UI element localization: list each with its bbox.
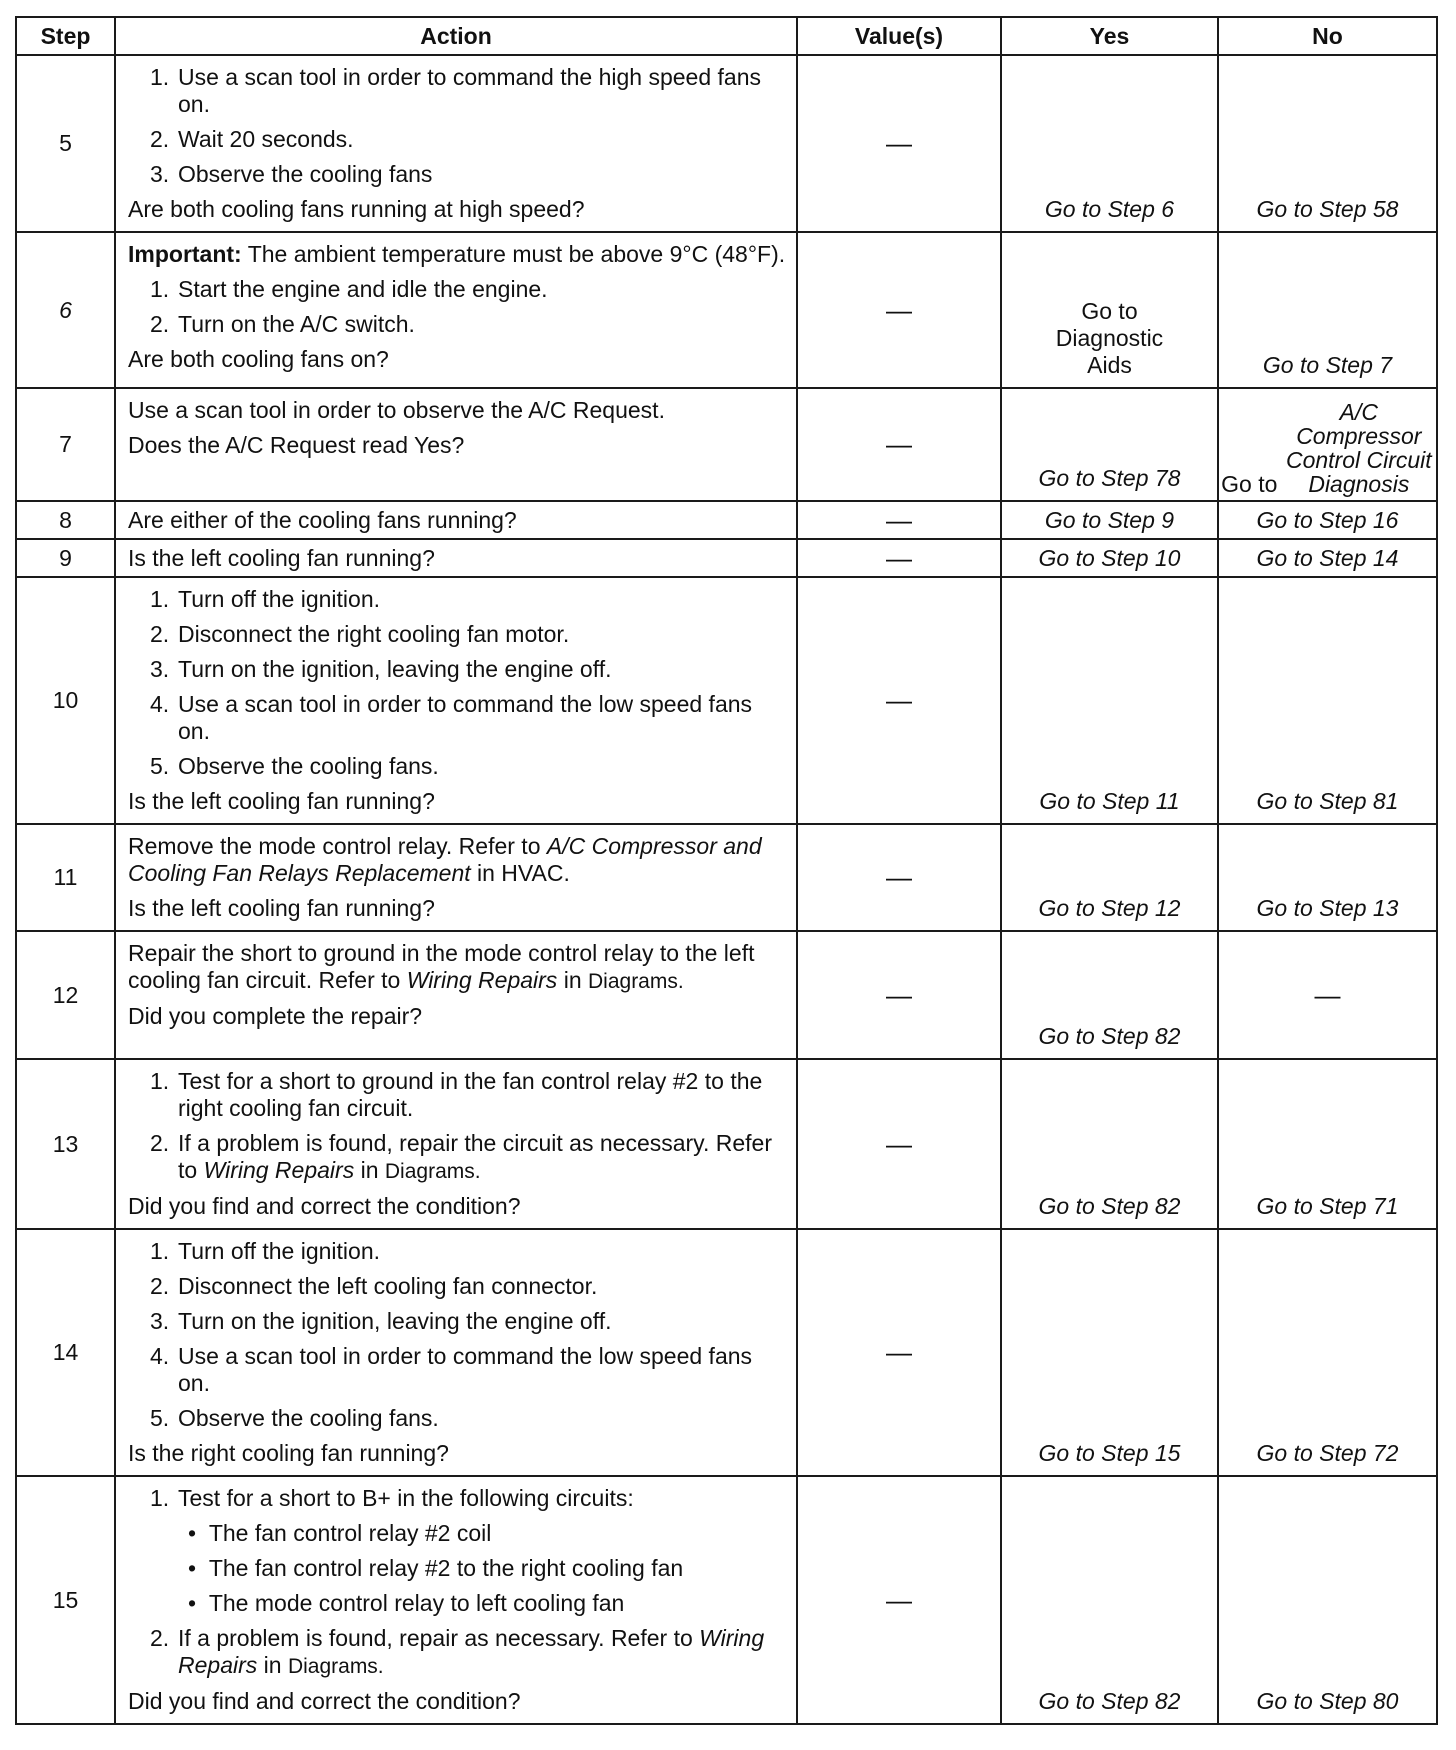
action-cell: 1. Turn off the ignition. 2. Disconnect the left cooling fan connector. 3. Turn on the ignition, leaving the engine off. 4. Use a scan tool in order to command the low speed fans on. 5. Observe the cooling fans. Is the right cooling fan running?: [115, 1229, 797, 1476]
action-question: Did you complete the repair?: [128, 1003, 423, 1029]
table-row: [16, 931, 1437, 1059]
header-step: Step: [16, 17, 115, 55]
yes-cell: Go to Step 15: [1001, 1229, 1218, 1476]
action-item: Turn on the ignition, leaving the engine off.: [178, 656, 612, 682]
action-item: Observe the cooling fans.: [178, 1405, 439, 1431]
value-cell: —: [797, 388, 1001, 501]
yes-cell: Go to Diagnostic Aids: [1001, 232, 1218, 388]
table-row: [16, 55, 1437, 232]
action-item: If a problem is found, repair the circuit as necessary. Refer to: [178, 1130, 773, 1183]
table-row: [16, 1059, 1437, 1229]
step-number: 12: [16, 931, 115, 1059]
yes-cell: Go to Step 82: [1001, 1059, 1218, 1229]
action-item: Disconnect the right cooling fan motor.: [178, 621, 570, 647]
action-question: Are either of the cooling fans running?: [128, 507, 517, 533]
action-item: Test for a short to ground in the fan control relay #2 to the right cooling fan circuit.: [178, 1068, 763, 1121]
no-cell: Go to Step 80: [1218, 1476, 1437, 1724]
no-cell: Go to Step 16: [1218, 501, 1437, 539]
header-yes: Yes: [1001, 17, 1218, 55]
action-question: Are both cooling fans on?: [128, 346, 389, 372]
action-item: Turn on the ignition, leaving the engine off.: [178, 1308, 612, 1334]
action-item: Start the engine and idle the engine.: [178, 276, 548, 302]
action-item: Use a scan tool in order to command the low speed fans on.: [178, 1343, 753, 1396]
yes-cell: Go to Step 11: [1001, 577, 1218, 824]
action-cell: 1. Turn off the ignition. 2. Disconnect the right cooling fan motor. 3. Turn on the ignition, leaving the engine off. 4. Use a scan tool in order to command the low speed fans on. 5. Observe the cooling fans. Is the left cooling fan running?: [115, 577, 797, 824]
no-cell: Go to Step 72: [1218, 1229, 1437, 1476]
no-cell: Go to Step 14: [1218, 539, 1437, 577]
value-cell: —: [797, 1059, 1001, 1229]
no-cell: Go to Step 81: [1218, 577, 1437, 824]
action-item: Disconnect the left cooling fan connector.: [178, 1273, 598, 1299]
action-text: Remove the mode control relay. Refer to: [128, 833, 541, 859]
important-label: Important:: [128, 241, 242, 267]
no-cell: Go to A/C Compressor Control Circuit Diagnosis: [1218, 388, 1437, 501]
reference-link: Wiring Repairs: [178, 1625, 765, 1678]
yes-cell: Go to Step 82: [1001, 1476, 1218, 1724]
action-text: Repair the short to ground in the mode control relay to the left cooling fan circuit. Refer to: [128, 940, 755, 993]
step-number: 14: [16, 1229, 115, 1476]
header-no: No: [1218, 17, 1437, 55]
step-number: 7: [16, 388, 115, 501]
action-item: Wait 20 seconds.: [178, 126, 354, 152]
value-cell: —: [797, 931, 1001, 1059]
bullet-item: The fan control relay #2 to the right cooling fan: [208, 1555, 684, 1581]
action-item: Turn off the ignition.: [178, 1238, 381, 1264]
header-values: Value(s): [797, 17, 1001, 55]
action-question: Did you find and correct the condition?: [128, 1688, 521, 1714]
no-cell: Go to Step 7: [1218, 232, 1437, 388]
action-cell: 1. Test for a short to B+ in the following circuits: • The fan control relay #2 coil • The fan control relay #2 to the right cooling fan • The mode control relay to left cooling fan 2. If a problem is found, repair as necessary. Refer to Wiring Repairs in Diagrams. Did you find and correct the condition?: [115, 1476, 797, 1724]
action-cell: Repair the short to ground in the mode control relay to the left cooling fan circuit. Refer to Wiring Repairs in Diagrams. Did you complete the repair?: [115, 931, 797, 1059]
table-row: [16, 1476, 1437, 1724]
table-row: [16, 232, 1437, 388]
value-cell: —: [797, 539, 1001, 577]
header-action: Action: [115, 17, 797, 55]
table-row: [16, 824, 1437, 931]
action-cell: Remove the mode control relay. Refer to A/C Compressor and Cooling Fan Relays Replacement in HVAC. Is the left cooling fan running?: [115, 824, 797, 931]
yes-cell: Go to Step 82: [1001, 931, 1218, 1059]
value-cell: —: [797, 1476, 1001, 1724]
no-cell: Go to Step 71: [1218, 1059, 1437, 1229]
yes-cell: Go to Step 10: [1001, 539, 1218, 577]
step-number: 10: [16, 577, 115, 824]
action-question: Is the left cooling fan running?: [128, 788, 435, 814]
action-item: If a problem is found, repair as necessary. Refer to: [178, 1625, 693, 1651]
step-number: 6: [16, 232, 115, 388]
table-row: [16, 1229, 1437, 1476]
action-cell: Important: The ambient temperature must be above 9°C (48°F). 1. Start the engine and idle the engine. 2. Turn on the A/C switch. Are both cooling fans on?: [115, 232, 797, 388]
action-cell: 1. Use a scan tool in order to command the high speed fans on. 2. Wait 20 seconds. 3. Observe the cooling fans Are both cooling fans running at high speed?: [115, 55, 797, 232]
diagnostic-table: [15, 16, 1438, 1725]
action-item: Test for a short to B+ in the following circuits:: [178, 1485, 634, 1511]
yes-cell: Go to Step 9: [1001, 501, 1218, 539]
value-cell: —: [797, 501, 1001, 539]
table-row: [16, 388, 1437, 501]
value-cell: —: [797, 1229, 1001, 1476]
reference-link: Wiring Repairs: [203, 1157, 355, 1183]
action-question: Is the left cooling fan running?: [128, 545, 435, 571]
action-question: Did you find and correct the condition?: [128, 1193, 521, 1219]
action-question: Does the A/C Request read Yes?: [128, 432, 465, 458]
bullet-item: The fan control relay #2 coil: [208, 1520, 492, 1546]
action-item: Observe the cooling fans.: [178, 753, 439, 779]
action-item: Turn on the A/C switch.: [178, 311, 415, 337]
action-item: Observe the cooling fans: [178, 161, 433, 187]
step-number: 9: [16, 539, 115, 577]
action-item: Use a scan tool in order to command the low speed fans on.: [178, 691, 753, 744]
value-cell: —: [797, 824, 1001, 931]
step-number: 8: [16, 501, 115, 539]
action-cell: 1. Test for a short to ground in the fan control relay #2 to the right cooling fan circuit. 2. If a problem is found, repair the circuit as necessary. Refer to Wiring Repairs in Diagrams. Did you find and correct the condition?: [115, 1059, 797, 1229]
important-text: The ambient temperature must be above 9°C (48°F).: [247, 241, 786, 267]
action-cell: [115, 501, 797, 539]
table-row: [16, 539, 1437, 577]
bullet-item: The mode control relay to left cooling fan: [208, 1590, 625, 1616]
yes-cell: Go to Step 6: [1001, 55, 1218, 232]
header-row: [16, 17, 1437, 55]
no-cell: Go to Step 58: [1218, 55, 1437, 232]
action-question: Are both cooling fans running at high speed?: [128, 196, 585, 222]
action-item: Turn off the ignition.: [178, 586, 381, 612]
action-question: Is the left cooling fan running?: [128, 895, 435, 921]
step-number: 5: [16, 55, 115, 232]
table-row: [16, 577, 1437, 824]
value-cell: —: [797, 232, 1001, 388]
step-number: 13: [16, 1059, 115, 1229]
step-number: 15: [16, 1476, 115, 1724]
no-cell: —: [1218, 931, 1437, 1059]
step-number: 11: [16, 824, 115, 931]
value-cell: —: [797, 55, 1001, 232]
action-cell: [115, 388, 797, 501]
no-cell: Go to Step 13: [1218, 824, 1437, 931]
action-question: Is the right cooling fan running?: [128, 1440, 449, 1466]
table-row: [16, 501, 1437, 539]
value-cell: —: [797, 577, 1001, 824]
action-item: Use a scan tool in order to command the high speed fans on.: [178, 64, 762, 117]
reference-link: A/C Compressor and Cooling Fan Relays Replacement: [128, 833, 762, 886]
yes-cell: Go to Step 12: [1001, 824, 1218, 931]
action-cell: [115, 539, 797, 577]
yes-cell: Go to Step 78: [1001, 388, 1218, 501]
action-text: Use a scan tool in order to observe the A/C Request.: [128, 397, 665, 423]
reference-link: Wiring Repairs: [406, 967, 558, 993]
